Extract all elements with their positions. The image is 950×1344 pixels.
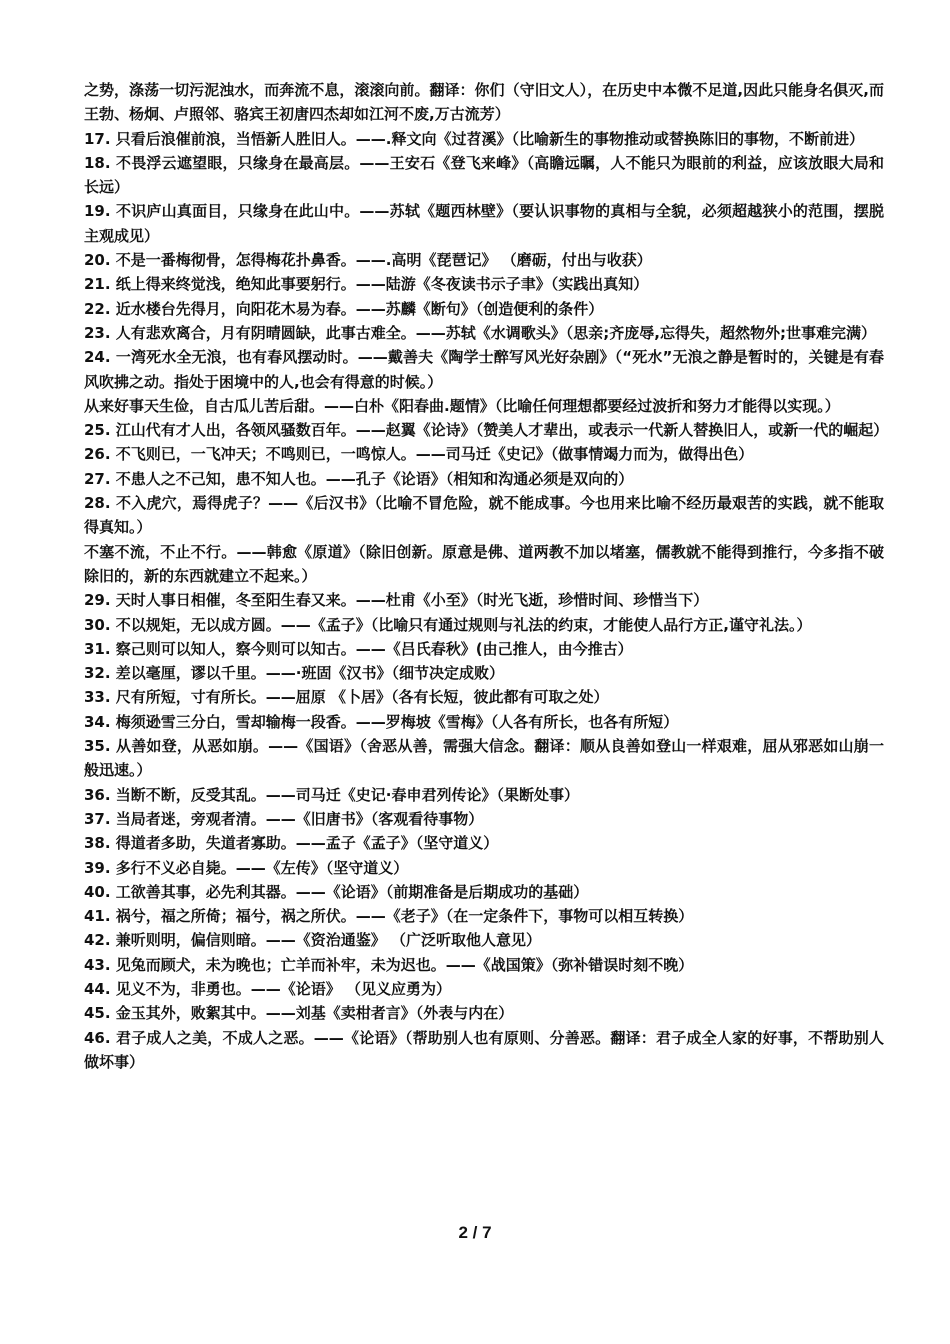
quote-paragraph: 36. 当断不断，反受其乱。——司马迁《史记·春申君列传论》（果断处事）: [84, 785, 579, 804]
quote-paragraph: 24. 一湾死水全无浪，也有春风摆动时。——戴善夫《陶学士醉写风光好杂剧》（“死水”无浪之静是暂时的，关键是有春风吹拂之动。指处于困境中的人,也会有得意的时候。）: [84, 348, 884, 391]
quote-paragraph: 35. 从善如登，从恶如崩。——《国语》（舍恶从善，需强大信念。翻译：顺从良善如登山一样艰难，屈从邪恶如山崩一般迅速。）: [84, 737, 884, 780]
quote-paragraph: 17. 只看后浪催前浪，当悟新人胜旧人。——.释文向《过苕溪》（比喻新生的事物推动或替换陈旧的事物，不断前进）: [84, 129, 864, 148]
quote-paragraph: 33. 尺有所短，寸有所长。——屈原 《卜居》（各有长短，彼此都有可取之处）: [84, 688, 609, 707]
quote-paragraph: 从来好事天生俭，自古瓜儿苦后甜。——白朴《阳春曲.题情》（比喻任何理想都要经过波折和努力才能得以实现。）: [84, 396, 840, 415]
quote-paragraph: 20. 不是一番梅彻骨，怎得梅花扑鼻香。——.高明《琵琶记》 （磨砺，付出与收获）: [84, 251, 652, 270]
quote-paragraph: 25. 江山代有才人出，各领风骚数百年。——赵翼《论诗》（赞美人才辈出，或表示一代新人替换旧人，或新一代的崛起）: [84, 421, 889, 440]
quote-paragraph: 23. 人有悲欢离合，月有阴晴圆缺，此事古难全。——苏轼《水调歌头》（思亲;齐庞辱,忘得失，超然物外;世事难完满）: [84, 323, 876, 342]
quote-paragraph: 40. 工欲善其事，必先利其器。——《论语》（前期准备是后期成功的基础）: [84, 882, 589, 901]
quote-paragraph: 18. 不畏浮云遮望眼，只缘身在最高层。——王安石《登飞来峰》（高瞻远瞩，人不能只为眼前的利益，应该放眼大局和长远）: [84, 153, 884, 197]
quote-paragraph: 46. 君子成人之美，不成人之恶。——《论语》（帮助别人也有原则、分善恶。翻译：君子成全人家的好事，不帮助别人做坏事）: [84, 1028, 884, 1071]
quote-paragraph: 31. 察己则可以知人，察今则可以知古。——《吕氏春秋》(由己推人，由今推古）: [84, 639, 633, 658]
quote-paragraph: 39. 多行不义必自毙。——《左传》（坚守道义）: [84, 858, 409, 877]
quote-paragraph: 不塞不流，不止不行。——韩愈《原道》（除旧创新。原意是佛、道两教不加以堵塞，儒教就不能得到推行，今多指不破除旧的，新的东西就建立不起来。）: [84, 542, 884, 585]
quote-paragraph: 37. 当局者迷，旁观者清。——《旧唐书》（客观看待事物）: [84, 809, 484, 828]
quote-paragraph: 26. 不飞则已，一飞冲天；不鸣则已，一鸣惊人。——司马迁《史记》（做事情竭力而为，做得出色）: [84, 445, 754, 464]
quote-paragraph: 42. 兼听则明，偏信则暗。——《资治通鉴》 （广泛听取他人意见）: [84, 931, 542, 950]
quote-paragraph: 45. 金玉其外，败絮其中。——刘基《卖柑者言》（外表与内在）: [84, 1004, 514, 1023]
quote-paragraph: 27. 不患人之不己知，患不知人也。——孔子《论语》（相知和沟通必须是双向的）: [84, 469, 634, 488]
quote-paragraph: 之势，涤荡一切污泥浊水，而奔流不息，滚滚向前。翻译：你们（守旧文人），在历史中本微不足道,因此只能身名俱灭,而王勃、杨炯、卢照邻、骆宾王初唐四杰却如江河不废,万古流芳）: [84, 81, 884, 124]
quote-paragraph: 43. 见兔而顾犬，未为晚也；亡羊而补牢，未为迟也。——《战国策》（弥补错误时刻不晚）: [84, 955, 694, 974]
quote-paragraph: 32. 差以毫厘，谬以千里。——·班固《汉书》（细节决定成败）: [84, 664, 504, 683]
document-body: [84, 78, 889, 1074]
quote-paragraph: 19. 不识庐山真面目，只缘身在此山中。——苏轼《题西林壁》（要认识事物的真相与全貌，必须超越狭小的范围，摆脱主观成见）: [84, 202, 884, 245]
quote-paragraph: 41. 祸兮，福之所倚；福兮，祸之所伏。——《老子》（在一定条件下，事物可以相互转换）: [84, 907, 694, 926]
quote-paragraph: 22. 近水楼台先得月，向阳花木易为春。——苏麟《断句》（创造便利的条件）: [84, 299, 604, 318]
quote-paragraph: 38. 得道者多助，失道者寡助。——孟子《孟子》（坚守道义）: [84, 834, 499, 853]
quote-paragraph: 44. 见义不为，非勇也。——《论语》 （见义应勇为）: [84, 979, 452, 998]
quote-paragraph: 21. 纸上得来终觉浅，绝知此事要躬行。——陆游《冬夜读书示子聿》（实践出真知）: [84, 275, 649, 294]
quote-paragraph: 30. 不以规矩，无以成方圆。——《孟子》（比喻只有通过规则与礼法的约束，才能使人品行方正,谨守礼法。）: [84, 615, 812, 634]
quote-paragraph: 28. 不入虎穴，焉得虎子？——《后汉书》（比喻不冒危险，就不能成事。今也用来比喻不经历最艰苦的实践，就不能取得真知。）: [84, 494, 884, 537]
quote-paragraph: 34. 梅须逊雪三分白，雪却输梅一段香。——罗梅坡《雪梅》（人各有所长，也各有所短）: [84, 712, 679, 731]
page-number: 2 / 7: [458, 1223, 492, 1242]
quote-paragraph: 29. 天时人事日相催，冬至阳生春又来。——杜甫《小至》（时光飞逝，珍惜时间、珍惜当下）: [84, 591, 709, 610]
